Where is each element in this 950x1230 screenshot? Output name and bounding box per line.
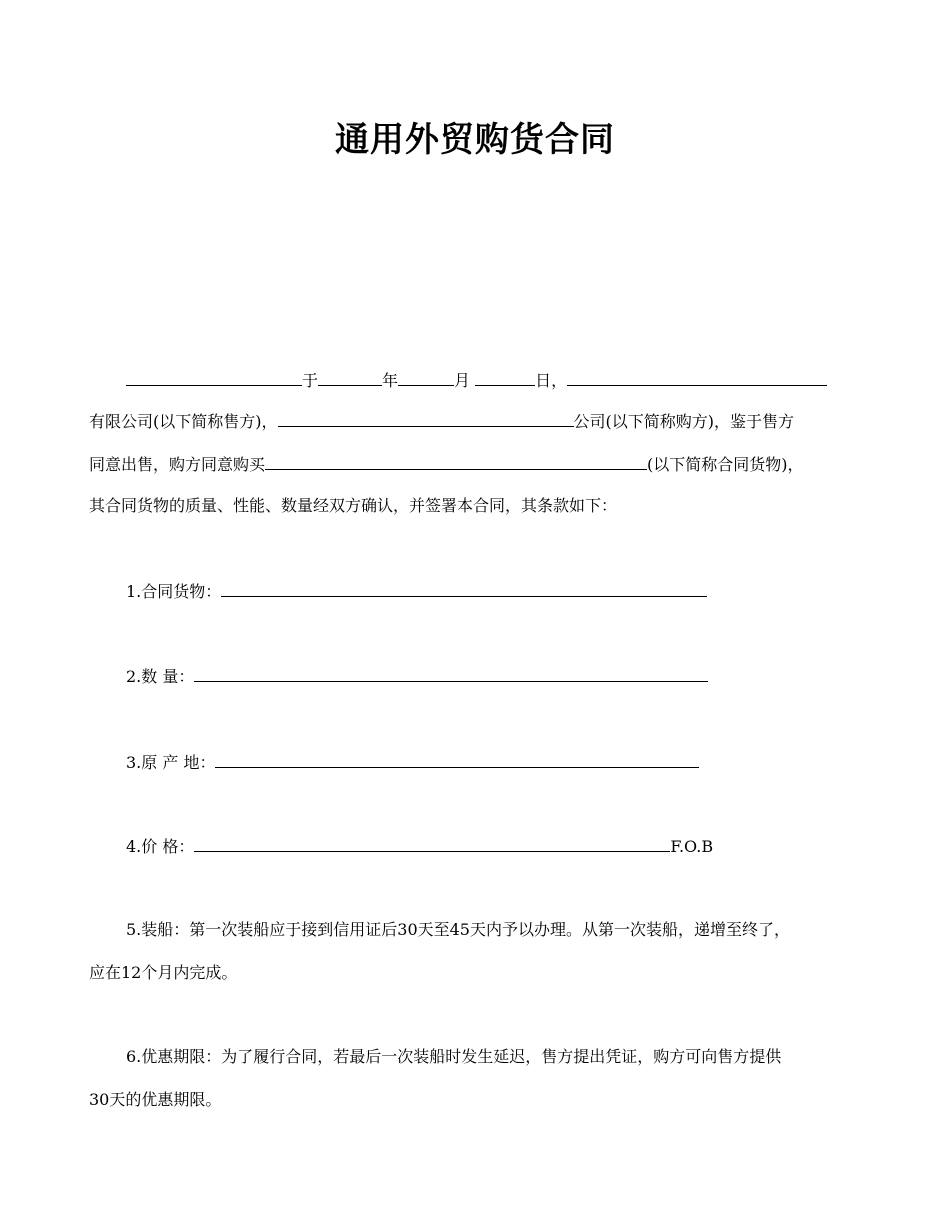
clause-origin xyxy=(126,750,699,774)
buyer-name-blank[interactable] xyxy=(278,409,574,427)
goods-blank[interactable] xyxy=(221,579,707,597)
price-label: 4.价 格： xyxy=(126,837,195,856)
origin-label: 3.原 产 地： xyxy=(126,753,216,772)
clause-shipment-line-1: 5.装船：第一次装船应于接到信用证后30天至45天内予以办理。从第一次装船，递增至终了， xyxy=(126,920,790,939)
clause-price xyxy=(126,834,713,858)
intro-line-3 xyxy=(89,452,804,476)
clause-goods xyxy=(126,579,707,603)
clause-grace-line-2: 30天的优惠期限。 xyxy=(89,1090,222,1109)
intro-line-1 xyxy=(126,368,827,392)
goods-name-blank[interactable] xyxy=(265,452,647,470)
line3-prefix: 同意出售，购方同意购买 xyxy=(89,455,266,474)
intro-line-2 xyxy=(89,409,794,433)
price-blank[interactable] xyxy=(194,834,670,852)
seller-suffix: 有限公司(以下简称售方)， xyxy=(89,412,278,431)
seller-name-blank[interactable] xyxy=(567,368,827,386)
day-blank[interactable] xyxy=(475,368,535,386)
quantity-label: 2.数 量： xyxy=(126,667,195,686)
document-title: 通用外贸购货合同 xyxy=(335,120,615,160)
intro-line-4: 其合同货物的质量、性能、数量经双方确认，并签署本合同，其条款如下： xyxy=(89,496,618,515)
party-a-blank[interactable] xyxy=(126,368,302,386)
yu-label: 于 xyxy=(302,371,319,390)
month-label: 月 xyxy=(454,371,471,390)
month-blank[interactable] xyxy=(398,368,454,386)
goods-label: 1.合同货物： xyxy=(126,582,222,601)
line3-suffix: (以下简称合同货物)， xyxy=(647,455,804,474)
clause-grace-line-1: 6.优惠期限：为了履行合同，若最后一次装船时发生延迟，售方提出凭证，购方可向售方提供 xyxy=(126,1047,782,1066)
clause-quantity xyxy=(126,664,708,688)
year-label: 年 xyxy=(382,371,399,390)
day-label: 日， xyxy=(535,371,568,390)
year-blank[interactable] xyxy=(318,368,382,386)
price-suffix: F.O.B xyxy=(670,837,714,856)
quantity-blank[interactable] xyxy=(194,664,708,682)
buyer-suffix: 公司(以下简称购方)，鉴于售方 xyxy=(573,412,794,431)
origin-blank[interactable] xyxy=(215,750,699,768)
clause-shipment-line-2: 应在12个月内完成。 xyxy=(89,963,238,982)
